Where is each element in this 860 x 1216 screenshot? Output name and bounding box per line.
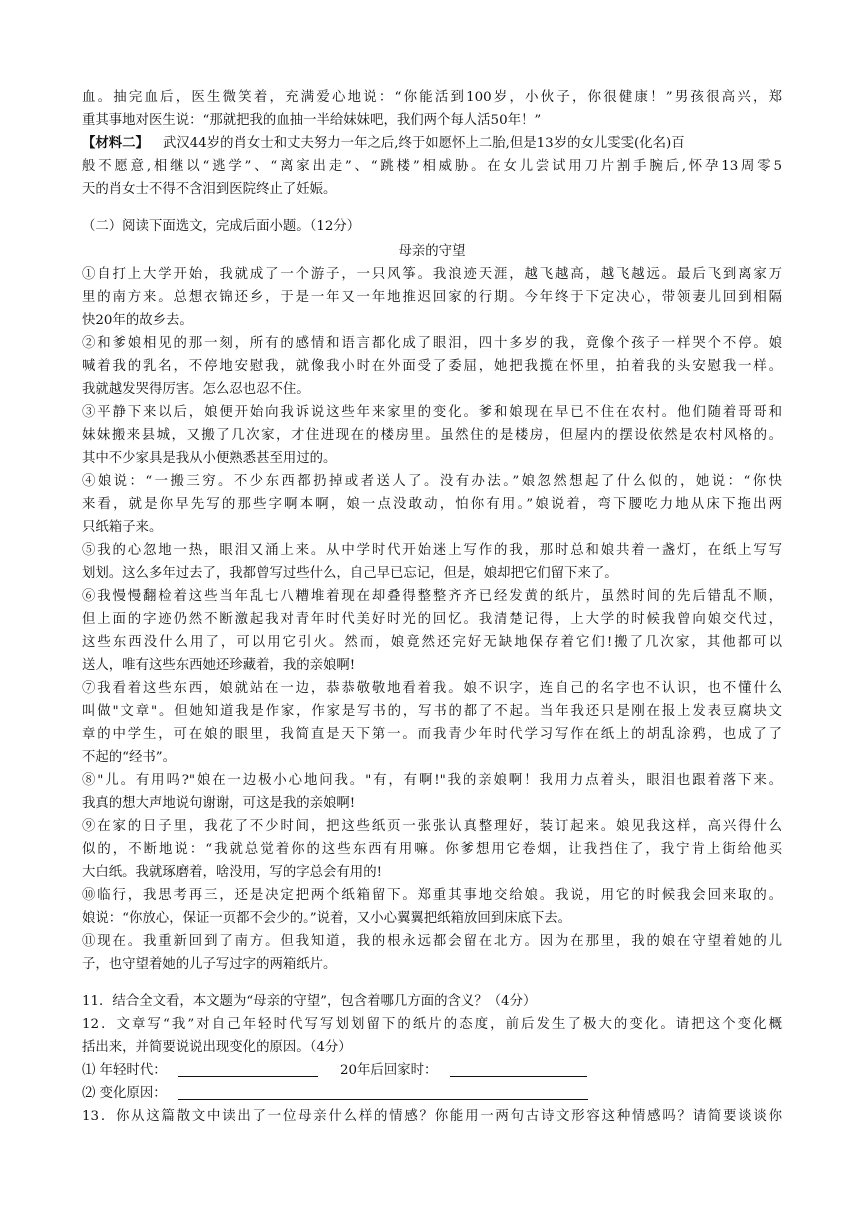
youth-answer-blank[interactable] [178, 1062, 318, 1077]
paragraph-line: ⑧"儿。有用吗?"娘在一边极小心地问我。"有，有啊!"我的亲娘啊！我用力点着头，眼泪也跟着落下来。 [82, 773, 782, 788]
paragraph-line: 送人，唯有这些东西她还珍藏着，我的亲娘啊! [82, 658, 356, 673]
paragraph-line: 子，也守望着她的儿子写过字的两箱纸片。 [82, 957, 337, 972]
paragraph-line: 似的，不断地说：“我就总觉着你的这些东西有用嘛。你爹想用它卷烟，让我挡住了，我宁肯上街给他买 [82, 842, 782, 857]
paragraph-line: 章的中学生，可在娘的眼里，我简直是天下第一。而我青少年时代学习写作在纸上的胡乱涂鸦，也成了了 [82, 727, 782, 742]
paragraph-line: ①自打上大学开始，我就成了一个游子，一只风筝。我浪迹天涯，越飞越高，越飞越远。最后飞到离家万 [82, 267, 782, 282]
paragraph-line: ⑥我慢慢翻检着这些当年乱七八糟堆着现在却叠得整整齐齐已经发黄的纸片，虽然时间的先后错乱不顺， [82, 589, 782, 604]
section-heading: （二）阅读下面选文，完成后面小题。（12分） [82, 219, 361, 234]
paragraph-line: 我就越发哭得厉害。怎么忍也忍不住。 [82, 382, 310, 397]
question-11: 11．结合全文看，本文题为“母亲的守望”，包含着哪几方面的含义？（4分） [82, 994, 537, 1009]
question-13: 13．你从这篇散文中读出了一位母亲什么样的情感？你能用一两句古诗文形容这种情感吗？请简要谈谈你 [82, 1109, 782, 1124]
question-12-part2: ⑵ 变化原因： [82, 1086, 167, 1101]
paragraph-line: 我真的想大声地说句谢谢，可这是我的亲娘啊! [82, 796, 356, 811]
paragraph-line: ⑤我的心忽地一热，眼泪又涌上来。从中学时代开始迷上写作的我，那时总和娘共着一盏灯，在纸上写写 [82, 543, 782, 558]
youth-label: ⑴ 年轻时代： [82, 1063, 167, 1078]
paragraph-line: 里的南方来。总想衣锦还乡，于是一年又一年地推迟回家的行期。今年终于下定决心，带领妻儿回到相隔 [82, 290, 782, 305]
material-two-line [82, 132, 782, 155]
reason-answer-blank[interactable] [178, 1085, 588, 1100]
paragraph-line: 大白纸。我就琢磨着，啥没用，写的字总会有用的! [82, 865, 382, 880]
paragraph-line: 来看，就是你早先写的那些字啊本啊，娘一点没敢动，怕你有用。”娘说着，弯下腰吃力地从床下拖出两 [82, 497, 782, 512]
paragraph-line: 但上面的字迹仍然不断激起我对青年时代美好时光的回忆。我清楚记得，上大学的时候我曾向娘交代过， [82, 612, 782, 627]
material-two-label: 【材料二】 [82, 135, 149, 151]
paragraph-line: 妹妹搬来县城，又搬了几次家，才住进现在的楼房里。虽然住的是楼房，但屋内的摆设依然是农村风格的。 [82, 428, 782, 443]
paragraph-line: ⑩临行，我思考再三，还是决定把两个纸箱留下。郑重其事地交给娘。我说，用它的时候我会回来取的。 [82, 888, 782, 903]
paragraph-line: ⑪现在。我重新回到了南方。但我知道，我的根永远都会留在北方。因为在那里，我的娘在守望着她的儿 [82, 934, 782, 949]
paragraph-line: 划划。这么多年过去了，我都曾写过些什么，自己早已忘记，但是，娘却把它们留下来了。 [82, 566, 618, 581]
material-one-text-line: 重其事地对医生说：“那就把我的血抽一半给妹妹吧，我们两个每人活50年！” [82, 113, 542, 128]
paragraph-line: ⑦我看着这些东西，娘就站在一边，恭恭敬敬地看着我。娘不识字，连自己的名字也不认识，也不懂什么 [82, 681, 782, 696]
paragraph-line: ②和爹娘相见的那一刻，所有的感情和语言都化成了眼泪，四十多岁的我，竟像个孩子一样哭个不停。娘 [82, 336, 782, 351]
material-two-text-line: 般不愿意,相继以“逃学”、“离家出走”、“跳楼”相威胁。在女儿尝试用刀片割手腕后,怀孕13周零5 [82, 159, 782, 174]
paragraph-line: ③平静下来以后，娘便开始向我诉说这些年来家里的变化。爹和娘现在早已不住在农村。他们随着哥哥和 [82, 405, 782, 420]
paragraph-line: 这些东西没什么用了，可以用它引火。然而，娘竟然还完好无缺地保存着它们!搬了几次家，其他都可以 [82, 635, 782, 650]
question-12-cont: 括出来，并简要说说出现变化的原因。（4分） [82, 1040, 352, 1055]
paragraph-line: ⑨在家的日子里，我花了不少时间，把这些纸页一张张认真整理好，装订起来。娘见我这样，高兴得什么 [82, 819, 782, 834]
return-answer-blank[interactable] [450, 1062, 587, 1077]
essay-title: 母亲的守望 [398, 244, 466, 259]
paragraph-line: 不起的“经书”。 [82, 750, 177, 765]
paragraph-line: 其中不少家具是我从小便熟悉甚至用过的。 [82, 451, 337, 466]
material-two-text: 武汉44岁的肖女士和丈夫努力一年之后,终于如愿怀上二胎,但是13岁的女儿雯雯(化名)百 [162, 136, 685, 151]
paragraph-line: 娘说：“你放心，保证一页都不会少的。”说着，又小心翼翼把纸箱放回到床底下去。 [82, 911, 572, 926]
material-one-text-line: 血。抽完血后，医生微笑着，充满爱心地说：“你能活到100岁，小伙子，你很健康！”男孩很高兴，郑 [82, 90, 782, 105]
question-12: 12．文章写“我”对自己年轻时代写写划划留下的纸片的态度，前后发生了极大的变化。请把这个变化概 [82, 1017, 782, 1032]
paragraph-line: ④娘说：“一搬三穷。不少东西都扔掉或者送人了。没有办法。”娘忽然想起了什么似的，她说：“你快 [82, 474, 782, 489]
paragraph-line: 快20年的故乡去。 [82, 313, 193, 328]
paragraph-line: 叫做"文章"。但她知道我是作家，作家是写书的，写书的都了不起。当年我还只是刚在报上发表豆腐块文 [82, 704, 782, 719]
paragraph-line: 喊着我的乳名，不停地安慰我，就像我小时在外面受了委屈，她把我揽在怀里，拍着我的头安慰我一样。 [82, 359, 782, 374]
material-two-text-line: 天的肖女士不得不含泪到医院终止了妊娠。 [82, 182, 337, 197]
paragraph-line: 只纸箱子来。 [82, 520, 163, 535]
return-label: 20年后回家时： [340, 1063, 438, 1078]
